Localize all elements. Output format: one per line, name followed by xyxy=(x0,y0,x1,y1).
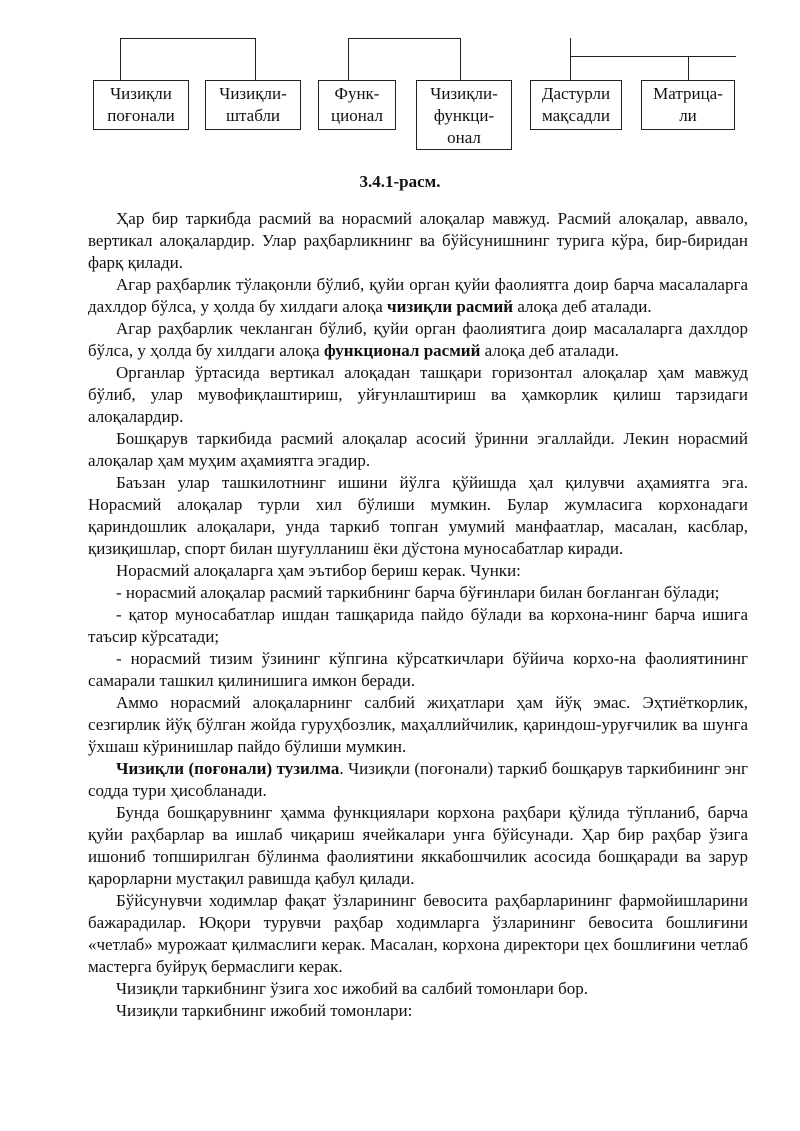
diagram-box-linear xyxy=(93,80,189,130)
paragraph: Чизиқли таркибнинг ўзига хос ижобий ва салбий томонлари бор. xyxy=(116,979,589,998)
paragraph xyxy=(88,318,748,362)
org-structure-diagram xyxy=(0,0,800,160)
connector-line xyxy=(120,38,121,80)
paragraph xyxy=(88,274,748,318)
box-line: Функ- xyxy=(334,84,380,103)
connector-line xyxy=(348,38,349,80)
paragraph: Аммо норасмий алоқаларнинг салбий жиҳатлари ҳам йўқ эмас. Эҳтиёткорлик, сезгирлик йўқ бўлган жойда гуруҳбозлик, маҳаллийчилик, қариндош-уруғчилик ва шунга ўхшаш кўринишлар пайдо бўлиши мумкин. xyxy=(88,693,748,756)
diagram-box-staff xyxy=(205,80,301,130)
connector-line xyxy=(570,56,736,57)
box-line: ционал xyxy=(331,106,383,125)
bold-term: Чизиқли (поғонали) тузилма xyxy=(116,759,340,778)
paragraph: Бунда бошқарувнинг ҳамма функциялари корхона раҳбари қўлида тўпланиб, барча қуйи раҳбарлар ва ишлаб чиқариш ячейкалари унга бўйсунади. Ҳар бир раҳбар ўзига ишониб топширилган бўлинма фаолиятини яккабошчилик асосида бошқаради ва зарур қарорларни мустақил равишда қабул қилади. xyxy=(88,803,748,888)
box-line: Чизиқли xyxy=(110,84,172,103)
box-line: Чизиқли- xyxy=(219,84,287,103)
text-span: алоқа деб аталади. xyxy=(480,341,619,360)
figure-caption: 3.4.1-расм. xyxy=(359,172,441,191)
text-span: алоқа деб аталади. xyxy=(513,297,652,316)
diagram-box-program-target xyxy=(530,80,622,130)
body-text xyxy=(88,208,748,1022)
box-line: штабли xyxy=(225,106,281,125)
text-span: Агар раҳбарлик чекланган бўлиб, қуйи орган фаолиятига доир масалаларга дахлдор бўлса, у ҳолда бу хилдаги алоқа xyxy=(88,319,748,360)
text-span: Агар раҳбарлик тўлақонли бўлиб, қуйи орган қуйи фаолиятга доир барча масалаларга дахлдор бўлса, у ҳолда бу хилдаги алоқа xyxy=(88,275,748,316)
paragraph: Баъзан улар ташкилотнинг ишини йўлга қўйишда ҳал қилувчи аҳамиятга эга. Норасмий алоқалар турли хил бўлиши мумкин. Булар жумласига корхонадаги қариндошлик алоқалари, унда таркиб топган умумий манфаатлар, масалан, касблар, қизиқишлар, спорт билан шуғулланиш ёки дўстона муносабатлар киради. xyxy=(88,473,748,558)
bold-term: чизиқли расмий xyxy=(387,297,514,316)
paragraph: - қатор муносабатлар ишдан ташқарида пайдо бўлади ва корхона-нинг барча ишига таъсир кўрсатади; xyxy=(88,605,748,646)
box-line: Матрица- xyxy=(653,84,723,103)
box-line: функци- xyxy=(433,106,495,125)
text-span: . Чизиқли (поғонали) таркиб бошқарув таркибининг энг содда тури ҳисобланади. xyxy=(88,759,748,800)
paragraph: Норасмий алоқаларга ҳам эътибор бериш керак. Чунки: xyxy=(116,561,521,580)
box-line: Чизиқли- xyxy=(430,84,498,103)
connector-line xyxy=(570,38,571,80)
paragraph: Бўйсунувчи ходимлар фақат ўзларининг бевосита раҳбарларининг фармойишларини бажарадилар. Юқори турувчи раҳбар ходимларга ўзларининг бевосита бошлиғини «четлаб» мурожаат қилмаслиги керак. Масалан, корхона директори цех бошлиғини четлаб мастерга буйруқ бермаслиги керак. xyxy=(88,891,748,976)
connector-line xyxy=(460,38,461,80)
paragraph: Бошқарув таркибида расмий алоқалар асосий ўринни эгаллайди. Лекин норасмий алоқалар ҳам муҳим аҳамиятга эгадир. xyxy=(88,429,748,470)
paragraph: Чизиқли таркибнинг ижобий томонлари: xyxy=(116,1001,413,1020)
connector-line xyxy=(120,38,255,39)
paragraph: - норасмий тизим ўзининг кўпгина кўрсаткичлари бўйича корхо-на фаолиятининг самарали ташкил қилинишига имкон беради. xyxy=(88,649,748,690)
box-line: ли xyxy=(679,106,697,125)
paragraph: Ҳар бир таркибда расмий ва норасмий алоқалар мавжуд. Расмий алоқалар, аввало, вертикал алоқалардир. Улар раҳбарликнинг ва бўйсунишнинг турига кўра, бир-биридан фарқ қилади. xyxy=(88,209,748,272)
diagram-box-linear-functional xyxy=(416,80,512,150)
box-line: онал xyxy=(447,128,481,147)
paragraph xyxy=(88,758,748,802)
diagram-box-matrix xyxy=(641,80,735,130)
paragraph: Органлар ўртасида вертикал алоқадан ташқари горизонтал алоқалар ҳам мавжуд бўлиб, улар мувофиқлаштириш, уйғунлаштириш ва ҳамкорлик қилиш тарзидаги алоқалардир. xyxy=(88,363,748,426)
box-line: мақсадли xyxy=(542,106,610,125)
box-line: поғонали xyxy=(107,106,175,125)
box-line: Дастурли xyxy=(541,84,611,103)
bold-term: функционал расмий xyxy=(323,341,481,360)
connector-line xyxy=(348,38,460,39)
connector-line xyxy=(688,56,689,80)
paragraph: - норасмий алоқалар расмий таркибнинг барча бўғинлари билан боғланган бўлади; xyxy=(116,583,720,602)
diagram-box-functional xyxy=(318,80,396,130)
connector-line xyxy=(255,38,256,80)
